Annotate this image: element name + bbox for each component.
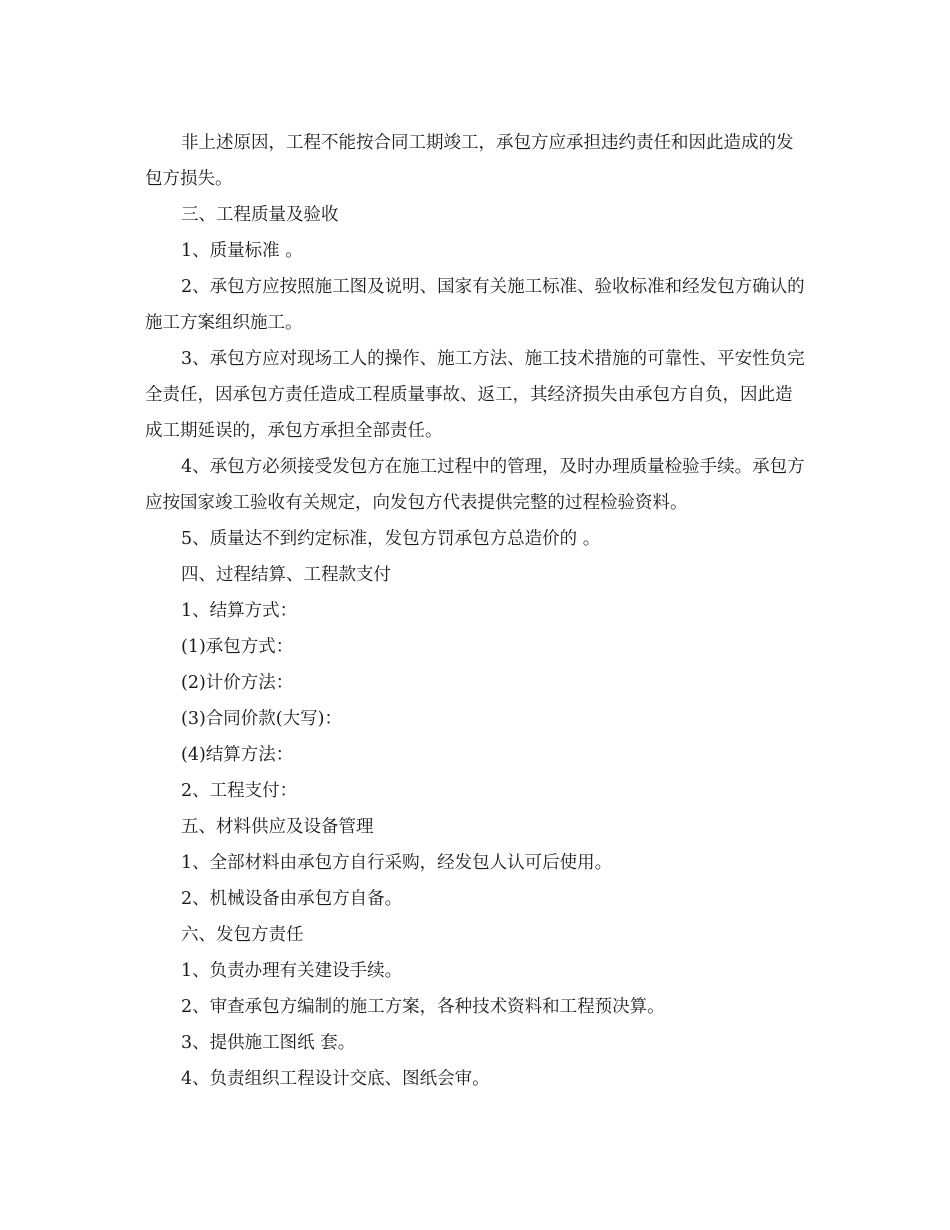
- paragraph: 4、承包方必须接受发包方在施工过程中的管理，及时办理质量检验手续。承包方应按国家竣工验收有关规定，向发包方代表提供完整的过程检验资料。: [145, 457, 805, 513]
- section-heading: 五、材料供应及设备管理: [181, 817, 374, 837]
- paragraph: 非上述原因，工程不能按合同工期竣工，承包方应承担违约责任和因此造成的发包方损失。: [145, 133, 794, 189]
- paragraph: (3)合同价款(大写)：: [181, 709, 342, 729]
- section-heading: 三、工程质量及验收: [181, 205, 339, 225]
- paragraph: 4、负责组织工程设计交底、图纸会审。: [181, 1069, 490, 1089]
- paragraph: 1、质量标准 。: [181, 241, 303, 261]
- paragraph: 2、承包方应按照施工图及说明、国家有关施工标准、验收标准和经发包方确认的施工方案组织施工。: [145, 277, 805, 333]
- paragraph: 2、机械设备由承包方自备。: [181, 889, 403, 909]
- paragraph: (4)结算方法：: [181, 745, 294, 765]
- paragraph: 1、结算方式：: [181, 601, 298, 621]
- section-heading: 六、发包方责任: [181, 925, 304, 945]
- paragraph: 1、全部材料由承包方自行采购，经发包人认可后使用。: [181, 853, 613, 873]
- document-body: [145, 125, 805, 1097]
- paragraph: 2、审查承包方编制的施工方案，各种技术资料和工程预决算。: [181, 997, 665, 1017]
- paragraph: 3、承包方应对现场工人的操作、施工方法、施工技术措施的可靠性、平安性负完全责任，因承包方责任造成工程质量事故、返工，其经济损失由承包方自负，因此造成工期延误的，承包方承担全部责任。: [145, 349, 805, 441]
- paragraph: 1、负责办理有关建设手续。: [181, 961, 403, 981]
- paragraph: 3、提供施工图纸 套。: [181, 1033, 356, 1053]
- paragraph: (2)计价方法：: [181, 673, 294, 693]
- paragraph: 5、质量达不到约定标准，发包方罚承包方总造价的 。: [181, 529, 601, 549]
- paragraph: 2、工程支付：: [181, 781, 298, 801]
- section-heading: 四、过程结算、工程款支付: [181, 565, 391, 585]
- paragraph: (1)承包方式：: [181, 637, 294, 657]
